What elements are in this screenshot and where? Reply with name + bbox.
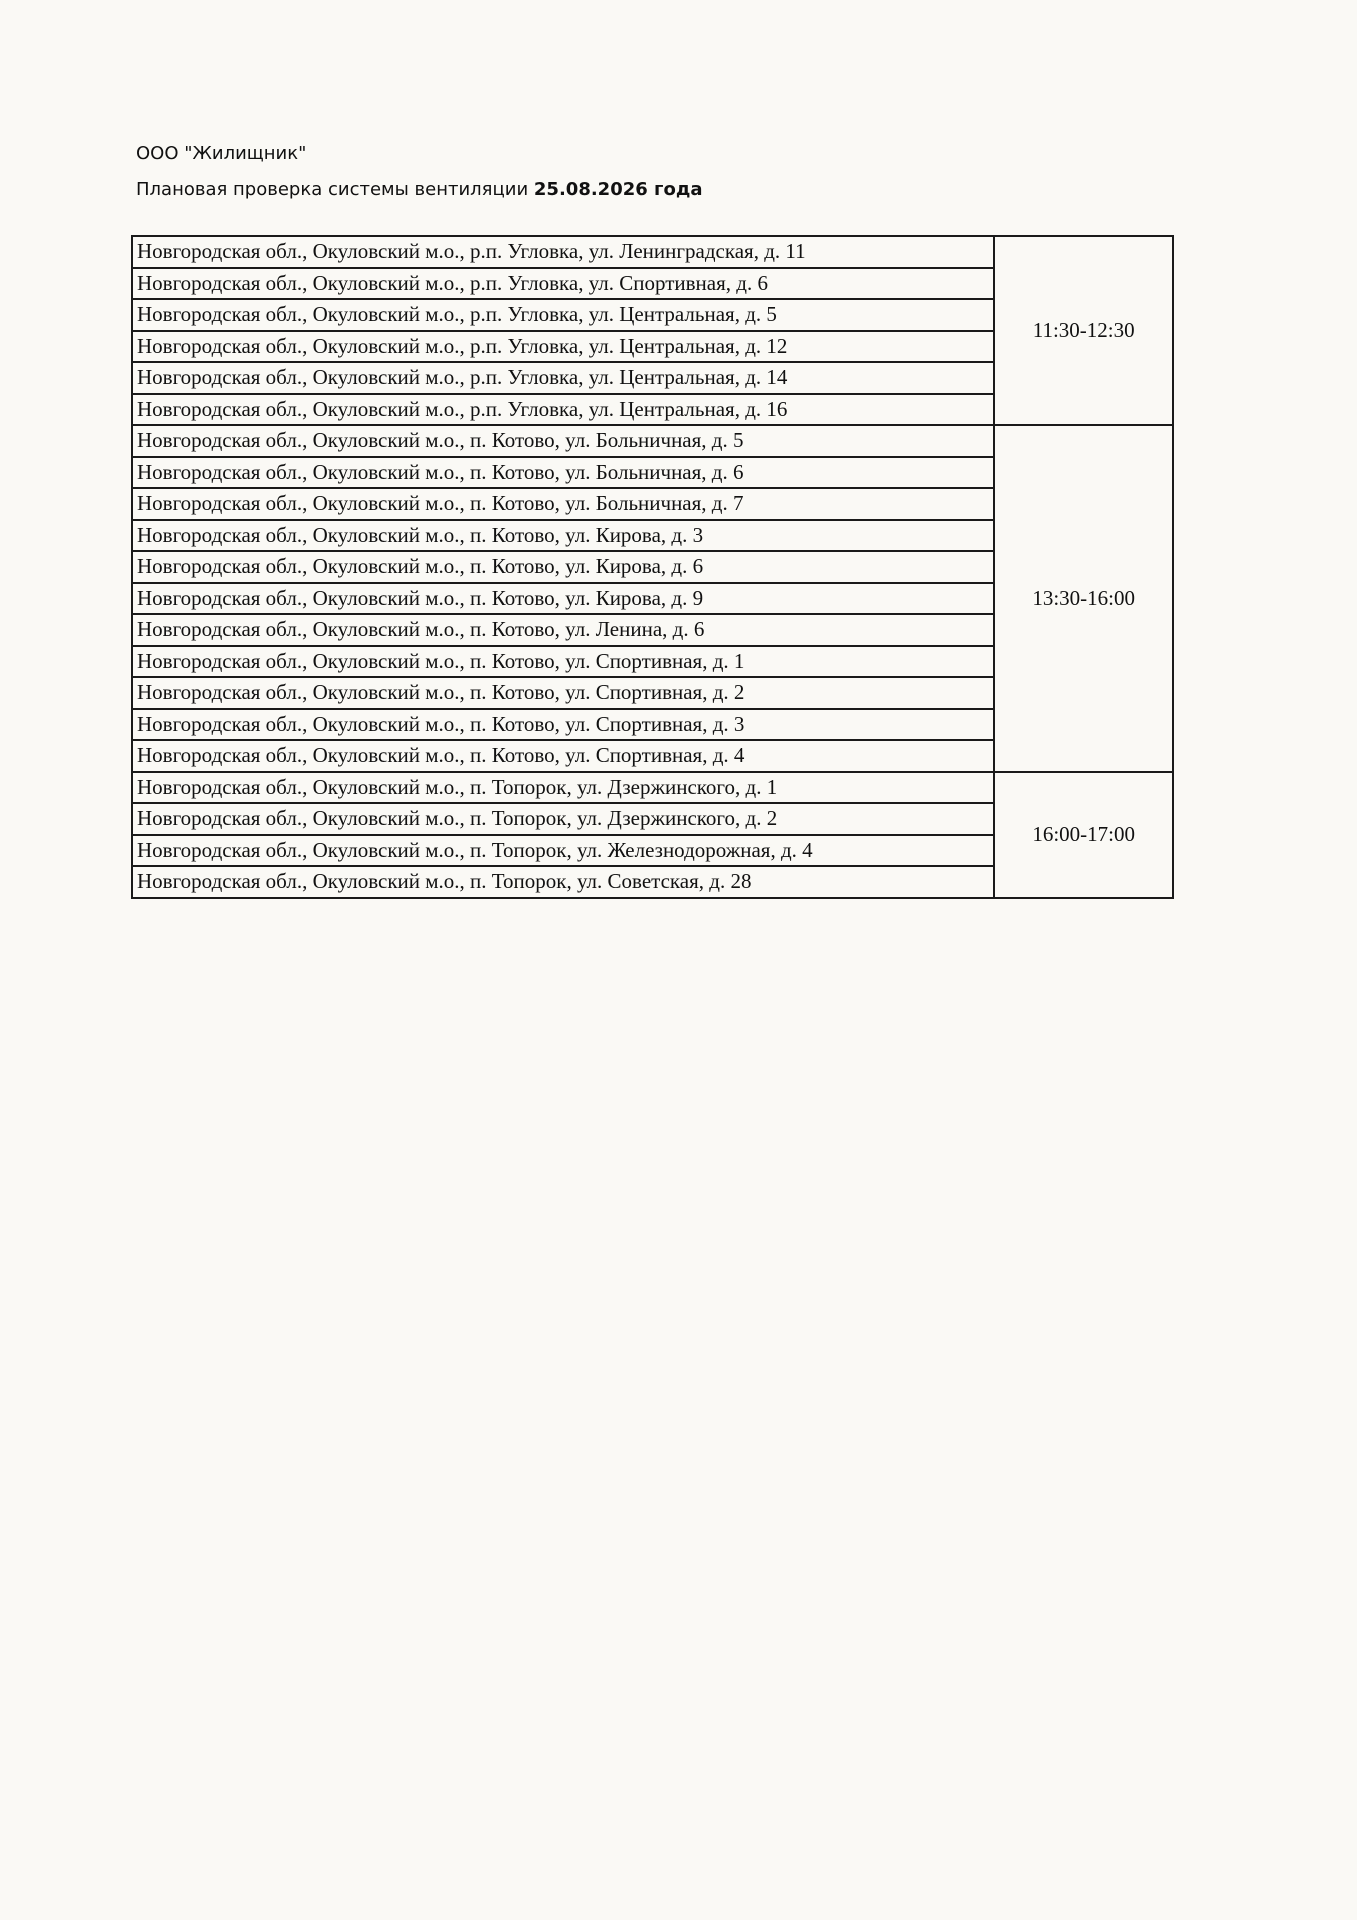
document-header xyxy=(136,136,703,208)
address-cell: Новгородская обл., Окуловский м.о., п. Котово, ул. Кирова, д. 3 xyxy=(132,520,994,552)
time-slot-cell: 16:00-17:00 xyxy=(994,772,1173,898)
address-cell: Новгородская обл., Окуловский м.о., п. Котово, ул. Ленина, д. 6 xyxy=(132,614,994,646)
address-cell: Новгородская обл., Окуловский м.о., п. Топорок, ул. Дзержинского, д. 1 xyxy=(132,772,994,804)
time-slot-cell: 13:30-16:00 xyxy=(994,425,1173,772)
table-row xyxy=(132,772,1173,804)
document-subtitle xyxy=(136,172,703,208)
address-cell: Новгородская обл., Окуловский м.о., п. Котово, ул. Больничная, д. 5 xyxy=(132,425,994,457)
organization-name: ООО "Жилищник" xyxy=(136,143,307,164)
address-cell: Новгородская обл., Окуловский м.о., п. Котово, ул. Спортивная, д. 4 xyxy=(132,740,994,772)
table-row xyxy=(132,236,1173,268)
address-cell: Новгородская обл., Окуловский м.о., п. Котово, ул. Спортивная, д. 1 xyxy=(132,646,994,678)
address-cell: Новгородская обл., Окуловский м.о., р.п. Угловка, ул. Центральная, д. 16 xyxy=(132,394,994,426)
table-row xyxy=(132,425,1173,457)
address-cell: Новгородская обл., Окуловский м.о., п. Топорок, ул. Дзержинского, д. 2 xyxy=(132,803,994,835)
address-cell: Новгородская обл., Окуловский м.о., р.п. Угловка, ул. Центральная, д. 5 xyxy=(132,299,994,331)
address-cell: Новгородская обл., Окуловский м.о., п. Котово, ул. Больничная, д. 6 xyxy=(132,457,994,489)
address-cell: Новгородская обл., Окуловский м.о., п. Котово, ул. Спортивная, д. 2 xyxy=(132,677,994,709)
address-cell: Новгородская обл., Окуловский м.о., п. Котово, ул. Больничная, д. 7 xyxy=(132,488,994,520)
address-cell: Новгородская обл., Окуловский м.о., р.п. Угловка, ул. Центральная, д. 14 xyxy=(132,362,994,394)
address-cell: Новгородская обл., Окуловский м.о., р.п. Угловка, ул. Ленинградская, д. 11 xyxy=(132,236,994,268)
subtitle-text: Плановая проверка системы вентиляции xyxy=(136,179,529,200)
address-cell: Новгородская обл., Окуловский м.о., п. Топорок, ул. Советская, д. 28 xyxy=(132,866,994,898)
subtitle-date: 25.08.2026 года xyxy=(533,179,703,200)
address-cell: Новгородская обл., Окуловский м.о., п. Котово, ул. Спортивная, д. 3 xyxy=(132,709,994,741)
time-slot-cell: 11:30-12:30 xyxy=(994,236,1173,425)
address-cell: Новгородская обл., Окуловский м.о., р.п. Угловка, ул. Центральная, д. 12 xyxy=(132,331,994,363)
address-cell: Новгородская обл., Окуловский м.о., п. Топорок, ул. Железнодорожная, д. 4 xyxy=(132,835,994,867)
address-cell: Новгородская обл., Окуловский м.о., р.п. Угловка, ул. Спортивная, д. 6 xyxy=(132,268,994,300)
schedule-table-body xyxy=(132,236,1173,898)
address-cell: Новгородская обл., Окуловский м.о., п. Котово, ул. Кирова, д. 9 xyxy=(132,583,994,615)
inspection-schedule-table xyxy=(131,235,1174,899)
address-cell: Новгородская обл., Окуловский м.о., п. Котово, ул. Кирова, д. 6 xyxy=(132,551,994,583)
